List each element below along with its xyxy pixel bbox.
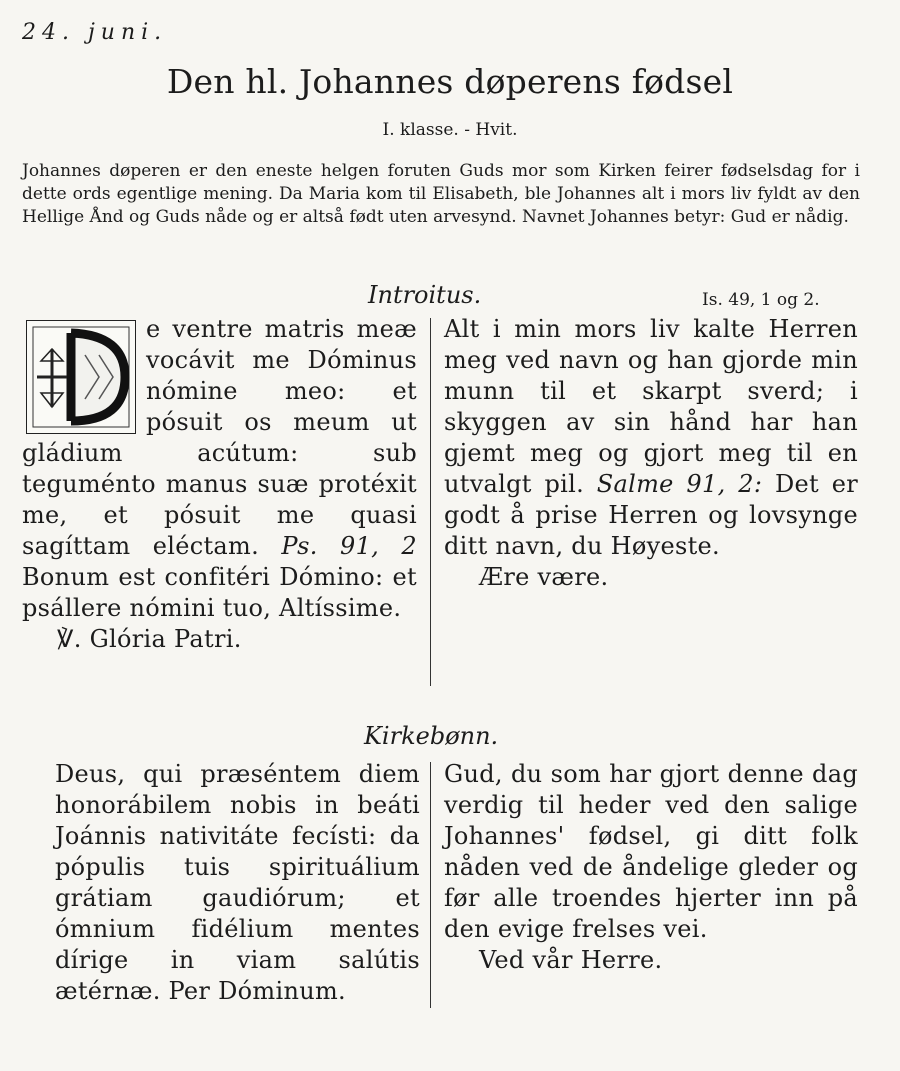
introitus-reference: Is. 49, 1 og 2. [702,290,820,310]
introitus-latin-psalm-text: Bonum est confitéri Dómino: et psállere nómini tuo, Altíssime. [22,563,417,622]
kirkebonn-norwegian-text: Gud, du som har gjort denne dag verdig til heder ved den salige Johannes' fødsel, gi ditt folk nåden ved de åndelige gleder og før alle troendes hjerter inn på den evige frelses vei. [444,760,858,943]
column-divider-kirkebonn [430,762,431,1008]
kirkebonn-heading: Kirkebønn. [364,722,499,750]
introitus-heading: Introitus. [368,281,482,309]
kirkebonn-norwegian-column [444,759,858,976]
kirkebonn-latin-text: Deus, qui præséntem diem honorábilem nobis in beáti Joánnis nativitáte fecísti: da pópulis tuis spirituálium grátiam gaudiórum; et ómnium fidélium mentes dírige in viam salútis ætérnæ. Per Dóminum. [55,760,420,1005]
page-subtitle: I. klasse. - Hvit. [382,120,518,140]
page-date: 24. juni. [22,20,168,45]
introitus-norwegian-column [444,314,858,593]
introitus-norwegian-psalm-text: Det er godt å prise Herren og lovsynge ditt navn, du Høyeste. [444,470,858,560]
introitus-aere: Ære være. [479,563,609,591]
kirkebonn-norwegian-end: Ved vår Herre. [479,946,663,974]
introitus-latin-column [22,314,417,655]
introitus-latin-psalm-ref: Ps. 91, 2 [281,532,417,560]
page-title: Den hl. Johannes døperens fødsel [166,62,734,101]
introitus-norwegian-psalm-ref: Salme 91, 2: [596,470,763,498]
intro-paragraph: Johannes døperen er den eneste helgen foruten Guds mor som Kirken feirer fødselsdag for i dette ords egentlige mening. Da Maria kom til Elisabeth, ble Johannes alt i mors liv fyldt av den Hellige Ånd og Guds nåde og er altså født uten arvesynd. Navnet Johannes betyr: Gud er nådig. [22,161,860,227]
introitus-latin-text: e ventre matris meæ vocávit me Dóminus nómine meo: et pósuit os meum ut gládium acútum: sub teguménto manus suæ protéxit me, et pósuit me quasi sagíttam eléctam. [22,315,417,560]
column-divider-introitus [430,318,431,686]
introitus-norwegian-text: Alt i min mors liv kalte Herren meg ved navn og han gjorde min munn til et skarpt sverd; i skyggen av sin hånd har han gjemt meg og gjort meg til en utvalgt pil. [444,315,858,498]
kirkebonn-latin-column [55,759,420,1007]
drop-cap-d-icon [26,320,136,434]
introitus-gloria: ℣. Glória Patri. [57,625,242,653]
